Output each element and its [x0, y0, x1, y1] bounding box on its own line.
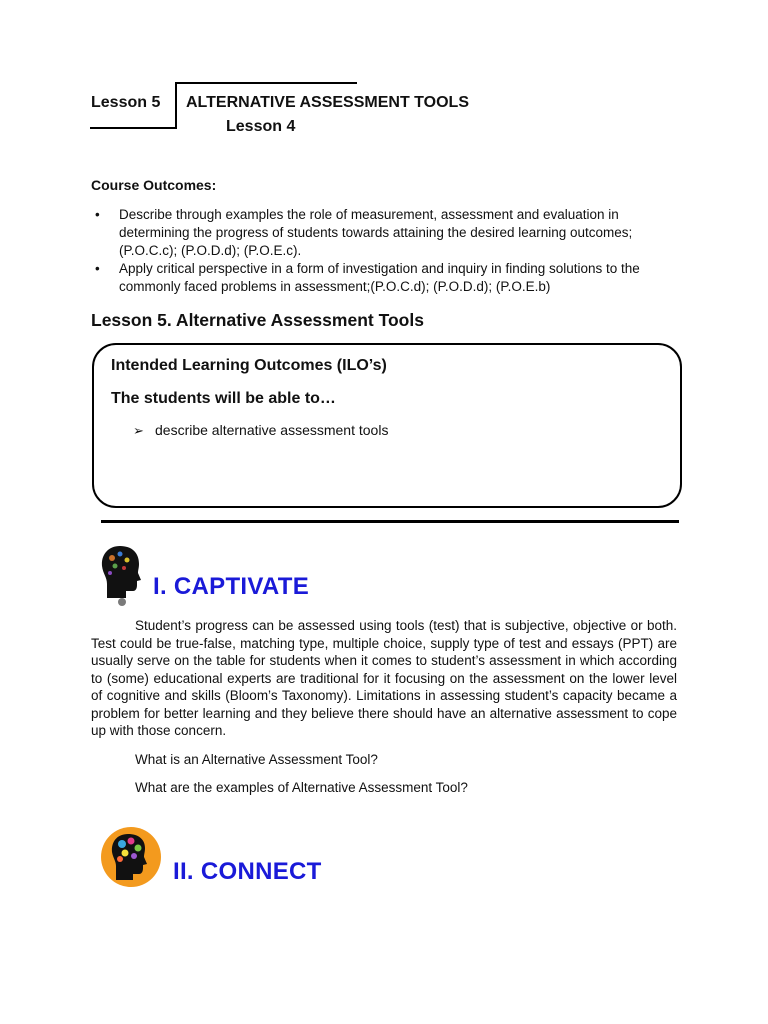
- header-divider: [175, 82, 177, 129]
- header-overline: [175, 82, 357, 84]
- connect-title: II. CONNECT: [173, 858, 322, 885]
- outcome-text: Describe through examples the role of measurement, assessment and evaluation in determining the progress of students towards attaining the desired learning outcomes; (P.O.C.c); (P.O.D.d); (P.O.E.c).: [119, 207, 633, 258]
- question-2: What are the examples of Alternative Assessment Tool?: [135, 780, 468, 795]
- arrow-bullet-icon: ➢: [133, 423, 144, 438]
- section-divider: [101, 520, 679, 523]
- captivate-paragraph: Student’s progress can be assessed using tools (test) that is subjective, objective or both. Test could be true-false, matching type, multiple choice, supply type of test and essays (PPT) are usually serve on the table for students when it comes to student’s assessment in which according to (some) educational experts are traditional for it focusing on the assessment on the lower level of cognitive and skills (Bloom’s Taxonomy). Limitations in assessing student’s capacity became a problem for better learning and they believe there should have an alternative assessment to cope up with those concern.: [91, 618, 677, 738]
- course-outcomes-label: Course Outcomes:: [91, 177, 217, 193]
- ilo-subtitle: The students will be able to…: [111, 390, 336, 407]
- ilo-title: Intended Learning Outcomes (ILO’s): [111, 357, 387, 374]
- list-item: [91, 206, 661, 260]
- ilo-item-text: describe alternative assessment tools: [155, 422, 389, 438]
- outcome-text: Apply critical perspective in a form of investigation and inquiry in finding solutions to the commonly faced problems in assessment;(P.O.C.d); (P.O.D.d); (P.O.E.b): [119, 261, 640, 294]
- ilo-item: [133, 422, 388, 439]
- lesson-heading: Lesson 5. Alternative Assessment Tools: [91, 310, 424, 330]
- document-subtitle: Lesson 4: [226, 118, 296, 135]
- course-outcomes-list: [91, 206, 661, 296]
- document-title: ALTERNATIVE ASSESSMENT TOOLS: [186, 94, 469, 111]
- captivate-title: I. CAPTIVATE: [153, 573, 310, 600]
- colorful-brain-head-icon: [100, 826, 162, 888]
- bullet-icon: •: [95, 261, 100, 276]
- question-1: What is an Alternative Assessment Tool?: [135, 752, 378, 767]
- header-underline: [90, 127, 176, 129]
- head-silhouette-icon: [98, 544, 146, 606]
- lesson-label: Lesson 5: [91, 94, 161, 111]
- list-item: [91, 260, 661, 296]
- bullet-icon: •: [95, 207, 100, 222]
